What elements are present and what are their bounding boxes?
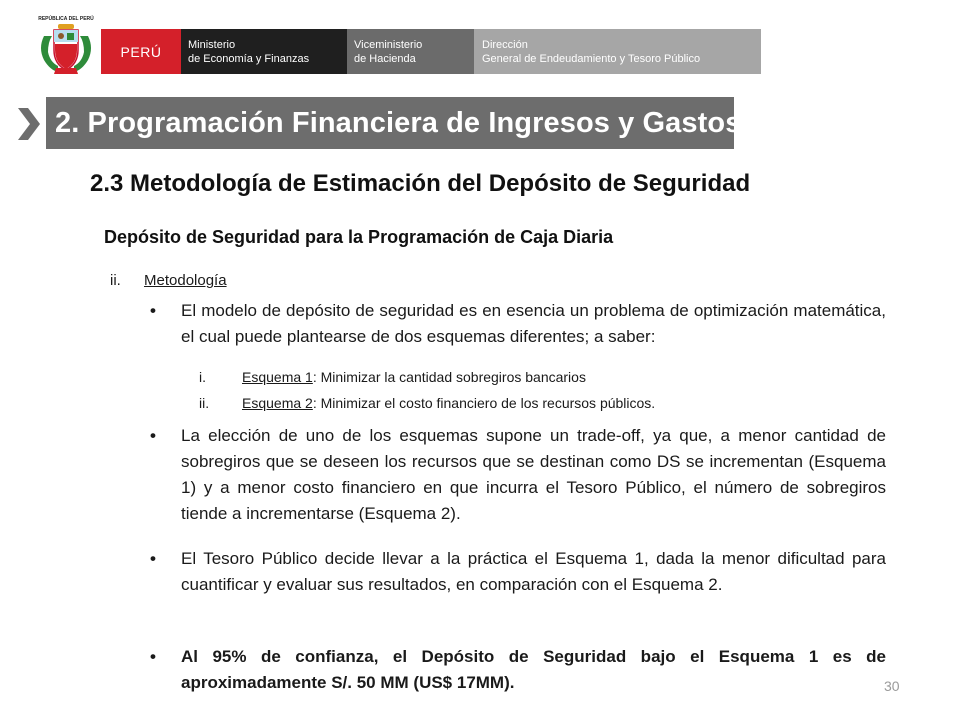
sub-item (199, 395, 655, 411)
sub-item-number: i. (199, 369, 206, 385)
country-label: PERÚ (120, 43, 162, 60)
subsection-heading: Depósito de Seguridad para la Programación de Caja Diaria (104, 227, 614, 247)
crest-text: REPÚBLICA DEL PERÚ (38, 16, 94, 22)
bullet-item (150, 423, 886, 527)
ministry-line-2: de Economía y Finanzas (188, 53, 310, 65)
vice-line-1: Viceministerio (354, 39, 423, 51)
roman-number: ii. (110, 272, 121, 289)
section-heading: 2.3 Metodología de Estimación del Depósito de Seguridad (90, 170, 751, 197)
ministry-line-1: Ministerio (188, 39, 236, 51)
bullet-item-highlight (150, 644, 886, 696)
roman-item (110, 272, 227, 289)
bullet-item (150, 298, 886, 350)
chevron-right-icon (14, 104, 44, 144)
bullet-text: El Tesoro Público decide llevar a la práctica el Esquema 1, dada la menor dificultad para cuantificar y evaluar sus resultados, en comparación con el Esquema 2. (181, 549, 886, 594)
direction-tab (474, 29, 761, 74)
vice-line-2: de Hacienda (354, 53, 416, 65)
sub-item-label: Esquema 1 (242, 369, 313, 385)
slide-title: 2. Programación Financiera de Ingresos y Gastos (46, 97, 734, 149)
bullet-text: El modelo de depósito de seguridad es en esencia un problema de optimización matemática, el cual puede plantearse de dos esquemas diferentes; a saber: (181, 301, 886, 346)
sub-item-text: : Minimizar la cantidad sobregiros bancarios (312, 369, 586, 385)
roman-label: Metodología (144, 272, 227, 289)
bullet-text: La elección de uno de los esquemas supone un trade-off, ya que, a menor cantidad de sobregiros que se deseen los recursos que se destinan como DS se incrementan (Esquema 1) y a menor costo financiero en que incurra el Tesoro Público, el número de sobregiros tiende a incrementarse (Esquema 2). (181, 426, 886, 523)
country-tab (101, 29, 181, 74)
coat-of-arms-icon (36, 14, 96, 80)
bullet-dot: • (150, 549, 156, 568)
ministry-tab (181, 29, 347, 74)
bullet-text: Al 95% de confianza, el Depósito de Seguridad bajo el Esquema 1 es de aproximadamente S/. 50 MM (US$ 17MM). (181, 647, 886, 692)
sub-item-label: Esquema 2 (242, 395, 313, 411)
bullet-item (150, 546, 886, 598)
bullet-dot: • (150, 301, 156, 320)
vice-ministry-tab (347, 29, 474, 74)
sub-item (199, 369, 586, 385)
sub-item-text: : Minimizar el costo financiero de los recursos públicos. (312, 395, 656, 411)
bullet-dot: • (150, 426, 156, 445)
page-number: 30 (884, 678, 900, 694)
direction-line-1: Dirección (482, 39, 528, 51)
direction-line-2: General de Endeudamiento y Tesoro Público (482, 53, 701, 65)
sub-item-number: ii. (199, 395, 210, 411)
bullet-dot: • (150, 647, 156, 666)
